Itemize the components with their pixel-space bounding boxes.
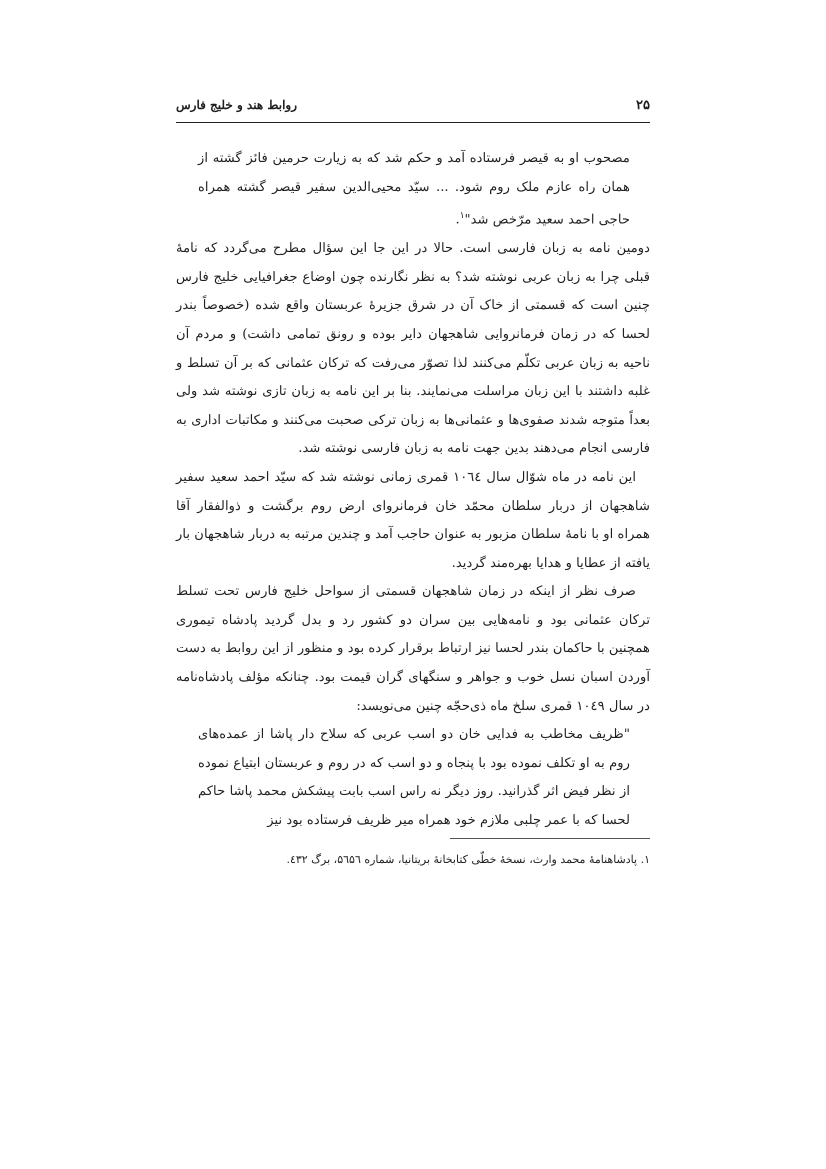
page bbox=[176, 98, 650, 836]
paragraph: دومین نامه به زبان فارسی است. حالا در این جا این سؤال مطرح می‌گردد که نامهٔ قبلی چرا به زبان عربی نوشته شد؟ به نظر نگارنده چون اوضاع جغرافیایی خلیج فارس چنین است که قسمتی از خاک آن در شرق جزیرهٔ عربستان واقع شده (خصوصاً بندر لحسا که در زمان فرمانروایی شاهجهان دایر بوده و رونق تمامی داشت) و مردم آن ناحیه به زبان عربی تکلّم می‌کنند لذا تصوّر می‌رفت که ترکان عثمانی که بر آن تسلط و غلبه داشتند با این زبان مراسلت می‌نمایند. بنا بر این نامه به زبان تازی نوشته شد ولی بعداً متوجه شدند صفوی‌ها و عثمانی‌ها به زبان ترکی صحبت می‌کنند و مکاتبات اداری به فارسی انجام می‌دهند بدین جهت نامه به زبان فارسی نوشته شد. bbox=[176, 241, 650, 457]
paragraph: این نامه در ماه شوّال سال ۱۰٦٤ قمری زمانی نوشته شد که سیّد احمد سعید سفیر شاهجهان از دربار سلطان محمّد خان فرمانروای ارض روم برگشت و ذوالفقار آقا همراه او با نامهٔ سلطان مزبور به عنوان حاجب آمد و چندین مرتبه به دربار شاهجهان بار یافته از عطایا و هدایا بهره‌مند گردید. bbox=[176, 469, 650, 571]
quote-text: مصحوب او به قیصر فرستاده آمد و حکم شد که به زیارت حرمین فائز گشته از همان راه عازم ملک روم شود. ... سیّد محیی‌الدین سفیر قیصر گشته همراه حاجی احمد سعید مرّخص شد" bbox=[198, 151, 630, 228]
paragraph: صرف نظر از اینکه در زمان شاهجهان قسمتی از سواحل خلیج فارس تحت تسلط ترکان عثمانی بود و نامه‌هایی بین سران دو کشور رد و بدل گردید پادشاه تیموری همچنین با حاکمان بندر لحسا نیز ارتباط برقرار کرده بود و منظور از این روابط به دست آوردن اسبان نسل خوب و جواهر و سنگهای گران قیمت بود. چنانکه مؤلف پادشاه‌نامه در سال ۱۰٤۹ قمری سلخ ماه ذی‌حجّه چنین می‌نویسد: bbox=[176, 584, 650, 714]
running-head bbox=[176, 98, 650, 123]
quote-block: "ظریف مخاطب به فدایی خان دو اسب عربی که سلاح دار پاشا از عمده‌های روم به او تکلف نموده بود با پنجاه و دو اسب که در روم و عربستان ابتیاع نموده از نظر فیض اثر گذرانید. روز دیگر نه راس اسب بابت پیشکش محمد پاشا حاکم لحسا که با عمر چلبی ملازم خود همراه میر ظریف فرستاده بود نیز bbox=[198, 727, 630, 829]
footnote: ۱. پادشاهنامهٔ محمد وارث، نسخهٔ خطّی کتابخانهٔ بریتانیا، شماره ۵٦۵٦، برگ ٤۳۲. bbox=[286, 853, 650, 866]
page-number: ۲۵ bbox=[636, 98, 650, 113]
quote-block: مصحوب او به قیصر فرستاده آمد و حکم شد که به زیارت حرمین فائز گشته از همان راه عازم ملک روم شود. ... سیّد محیی‌الدین سفیر قیصر گشته همراه حاجی احمد سعید مرّخص شد"$^۱$. bbox=[198, 151, 630, 228]
footnote-separator bbox=[450, 838, 650, 839]
body-text bbox=[176, 145, 650, 836]
footnote-marker: ۱ bbox=[459, 211, 465, 222]
running-title: روابط هند و خلیج فارس bbox=[176, 98, 298, 112]
